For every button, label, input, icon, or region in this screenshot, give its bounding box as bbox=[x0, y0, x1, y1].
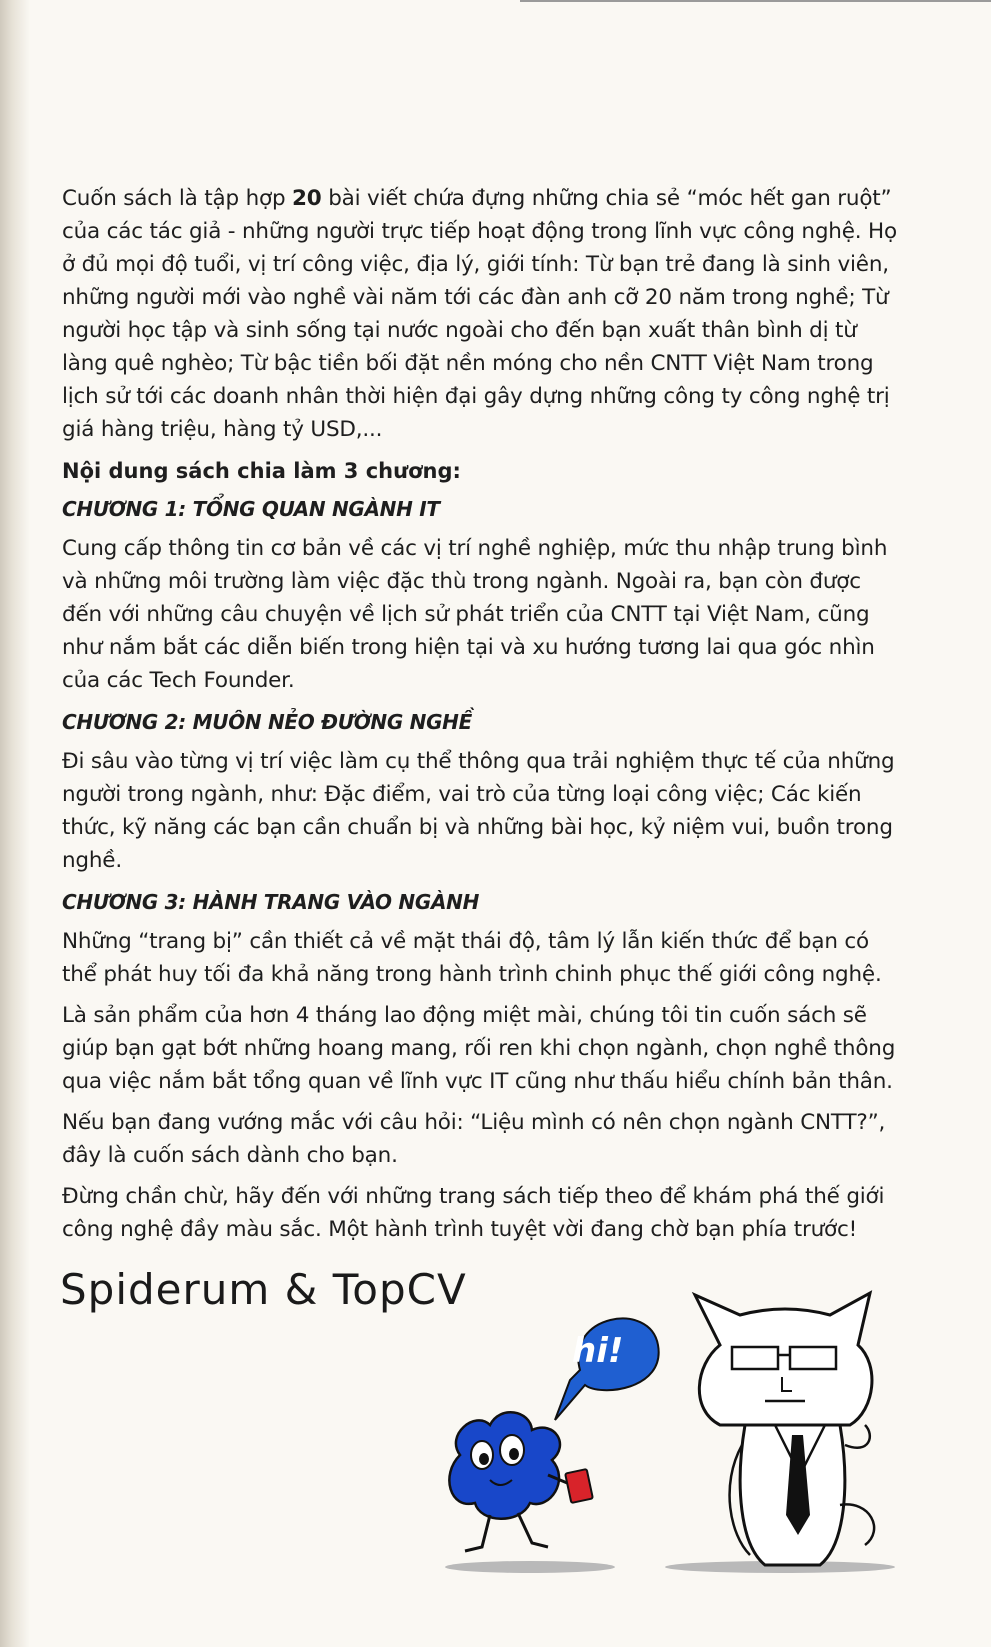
closing-paragraph-2: Nếu bạn đang vướng mắc với câu hỏi: “Liệu mình có nên chọn ngành CNTT?”, đây là cuốn sách dành cho bạn. bbox=[62, 1110, 886, 1168]
ground-shadow-left bbox=[445, 1561, 615, 1573]
chapter-1-title: CHƯƠNG 1: TỔNG QUAN NGÀNH IT bbox=[62, 497, 440, 521]
chapter-2-title: CHƯƠNG 2: MUÔN NẺO ĐƯỜNG NGHỀ bbox=[62, 710, 472, 734]
intro-paragraph bbox=[62, 182, 907, 446]
closing-paragraph-1: Là sản phẩm của hơn 4 tháng lao động miệt mài, chúng tôi tin cuốn sách sẽ giúp bạn gạt bớt những hoang mang, rối ren khi chọn ngành, chọn nghề thông qua việc nắm bắt tổng quan về lĩnh vực IT cũng như thấu hiểu chính bản thân. bbox=[62, 1003, 896, 1094]
back-cover-text bbox=[62, 182, 907, 1254]
chapter-1-body: Cung cấp thông tin cơ bản về các vị trí nghề nghiệp, mức thu nhập trung bình và những môi trường làm việc đặc thù trong ngành. Ngoài ra, bạn còn được đến với những câu chuyện về lịch sử phát triển của CNTT tại Việt Nam, cũng như nắm bắt các diễn biến trong hiện tại và xu hướng tương lai qua góc nhìn của các Tech Founder. bbox=[62, 536, 888, 693]
speech-bubble bbox=[555, 1319, 659, 1420]
intro-bold-count: 20 bbox=[292, 186, 322, 211]
top-rule bbox=[520, 0, 991, 2]
structure-heading: Nội dung sách chia làm 3 chương: bbox=[62, 459, 461, 483]
speech-bubble-text: hi! bbox=[572, 1331, 624, 1371]
cat-mascot bbox=[695, 1293, 874, 1565]
closing-paragraph-3: Đừng chần chừ, hãy đến với những trang sách tiếp theo để khám phá thế giới công nghệ đầy màu sắc. Một hành trình tuyệt vời đang chờ bạn phía trước! bbox=[62, 1184, 885, 1242]
intro-text-b: bài viết chứa đựng những chia sẻ “móc hết gan ruột” của các tác giả - những người trực tiếp hoạt động trong lĩnh vực công nghệ. Họ ở đủ mọi độ tuổi, vị trí công việc, địa lý, giới tính: Từ bạn trẻ đang là sinh viên, những người mới vào nghề vài năm tới các đàn anh cỡ 20 năm trong nghề; Từ người học tập và sinh sống tại nước ngoài cho đến bạn xuất thân bình dị từ làng quê nghèo; Từ bậc tiền bối đặt nền móng cho nền CNTT Việt Nam trong lịch sử tới các doanh nhân thời hiện đại gây dựng những công ty công nghệ trị giá hàng triệu, hàng tỷ USD,... bbox=[62, 186, 897, 442]
intro-text-a: Cuốn sách là tập hợp bbox=[62, 186, 293, 211]
signature-logo-text: Spiderum & TopCV bbox=[60, 1265, 467, 1314]
page-edge-shadow bbox=[0, 0, 30, 1647]
red-card bbox=[565, 1469, 593, 1503]
chapter-3-body: Những “trang bị” cần thiết cả về mặt thái độ, tâm lý lẫn kiến thức để bạn có thể phát huy tối đa khả năng trong hành trình chinh phục thế giới công nghệ. bbox=[62, 929, 882, 987]
blue-mascot bbox=[449, 1412, 593, 1551]
chapter-2-body: Đi sâu vào từng vị trí việc làm cụ thể thông qua trải nghiệm thực tế của những người trong ngành, như: Đặc điểm, vai trò của từng loại công việc; Các kiến thức, kỹ năng các bạn cần chuẩn bị và những bài học, kỷ niệm vui, buồn trong nghề. bbox=[62, 749, 895, 873]
mascot-illustration bbox=[420, 1285, 920, 1585]
chapter-3-title: CHƯƠNG 3: HÀNH TRANG VÀO NGÀNH bbox=[62, 890, 480, 914]
